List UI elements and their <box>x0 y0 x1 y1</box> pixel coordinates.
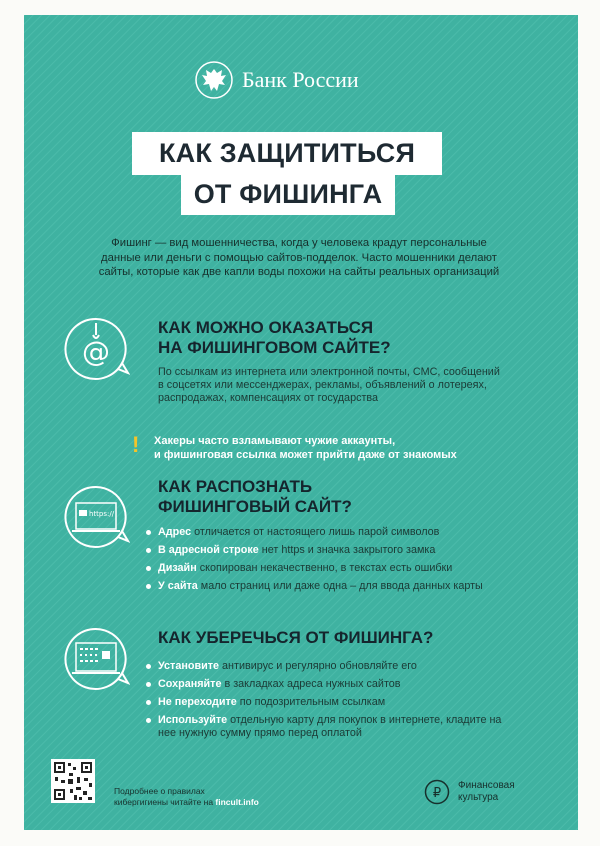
list-item: Сохраняйте в закладках адреса нужных сайтов <box>146 678 511 691</box>
list-item: Адрес отличается от настоящего лишь парой символов <box>146 526 511 539</box>
section1-title-line2: НА ФИШИНГОВОМ САЙТЕ? <box>158 338 391 357</box>
footer-info <box>114 786 259 808</box>
section1-title-line1: КАК МОЖНО ОКАЗАТЬСЯ <box>158 318 374 337</box>
list-item: Не переходите по подозрительным ссылкам <box>146 696 511 709</box>
laptop-https-icon <box>62 483 130 551</box>
warning-line1: Хакеры часто взламывают чужие аккаунты, <box>154 435 396 447</box>
brand-line1: Финансовая <box>458 780 515 791</box>
poster <box>24 15 578 830</box>
double-headed-eagle-icon <box>194 60 234 100</box>
page-title-line1: КАК ЗАЩИТИТЬСЯ <box>132 132 442 175</box>
list-item: В адресной строке нет https и значка закрытого замка <box>146 544 511 557</box>
laptop-binary-icon <box>62 625 130 693</box>
exclamation-icon: ! <box>132 432 140 457</box>
section2-title-line2: ФИШИНГОВЫЙ САЙТ? <box>158 497 352 516</box>
section2-list <box>146 526 511 598</box>
intro-paragraph: Фишинг — вид мошенничества, когда у человека крадут персональные данные или деньги с помощью сайтов-подделок. Часто мошенники делают сайты, которые как две капли воды похожи на сайты реальных организаций <box>98 237 500 278</box>
svg-text:@: @ <box>82 335 110 368</box>
ruble-circle-icon <box>424 779 450 805</box>
section2-title-line1: КАК РАСПОЗНАТЬ <box>158 477 313 496</box>
list-item: Используйте отдельную карту для покупок в интернете, кладите на нее нужную сумму прямо перед оплатой <box>146 714 511 740</box>
https-label: https:// <box>89 510 115 518</box>
section3-list <box>146 660 511 745</box>
footer-line1: Подробнее о правилах <box>114 786 205 796</box>
warning-line2: и фишинговая ссылка может прийти даже от знакомых <box>154 449 457 461</box>
list-item: У сайта мало страниц или даже одна – для ввода данных карты <box>146 580 511 593</box>
qr-code-icon[interactable] <box>51 759 95 803</box>
section3-title: КАК УБЕРЕЧЬСЯ ОТ ФИШИНГА? <box>158 628 434 647</box>
financial-culture-logo <box>424 777 544 809</box>
fincult-link[interactable]: fincult.info <box>215 797 259 807</box>
brand-line2: культура <box>458 792 499 803</box>
bank-name: Банк России <box>242 67 359 92</box>
at-sign-hook-icon <box>62 315 130 383</box>
list-item: Установите антивирус и регулярно обновляйте его <box>146 660 511 673</box>
svg-text:₽: ₽ <box>432 786 442 801</box>
page-title-line2: ОТ ФИШИНГА <box>181 175 395 215</box>
bank-logo <box>194 55 414 105</box>
footer-line2: кибергигиены читайте на <box>114 797 216 807</box>
list-item: Дизайн скопирован некачественно, в текстах есть ошибки <box>146 562 511 575</box>
section1-text: По ссылкам из интернета или электронной почты, СМС, сообщений в соцсетях или мессенджерах, рекламы, объявлений о лотереях, распродажах, компенсациях от государства <box>158 366 500 404</box>
